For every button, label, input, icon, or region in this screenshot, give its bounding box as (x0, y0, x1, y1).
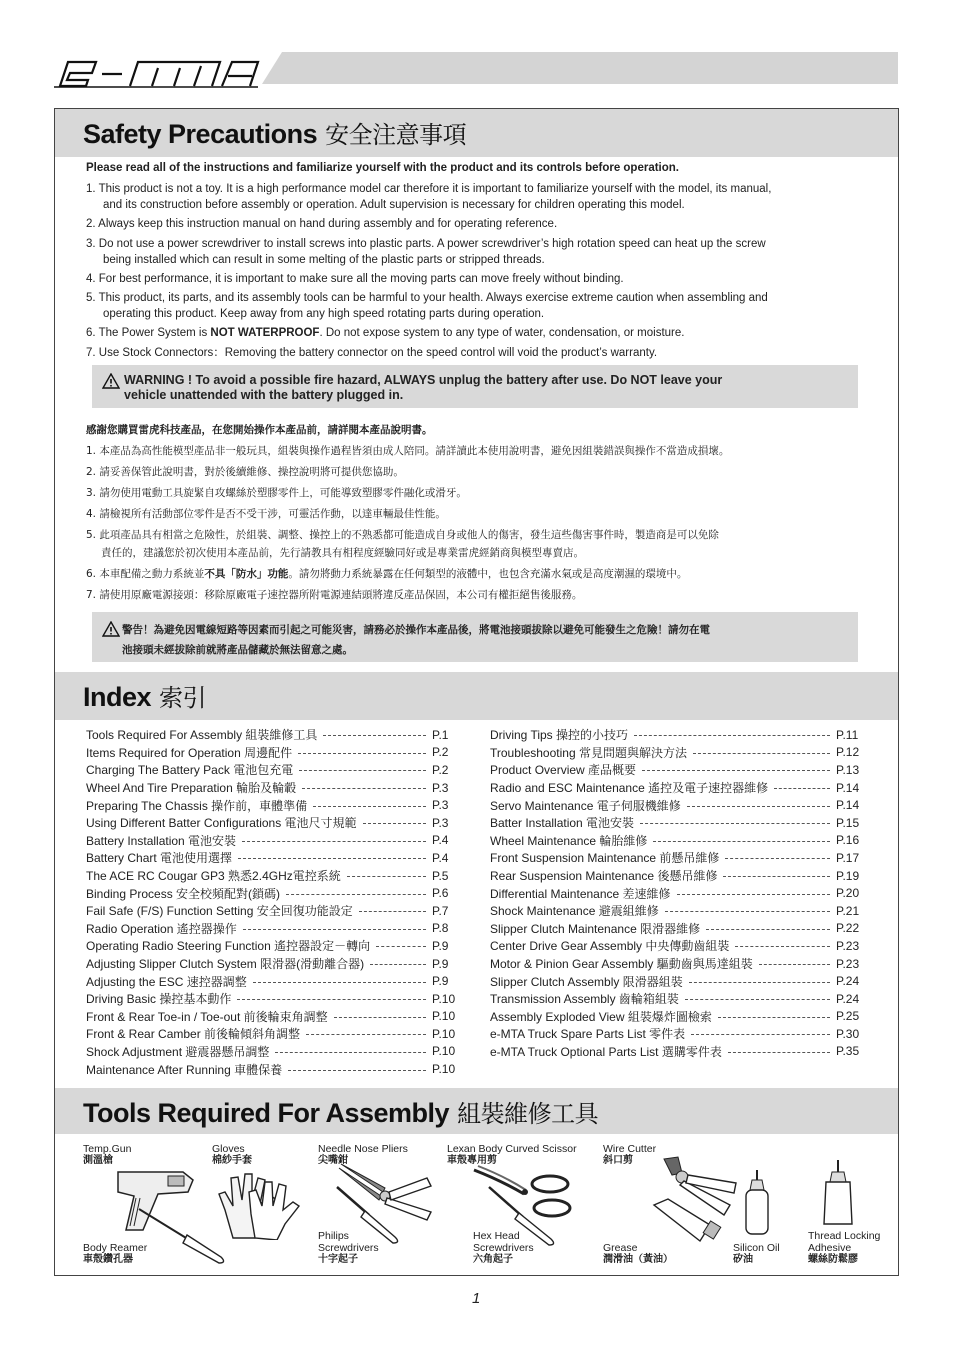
index-entry[interactable]: Motor & Pinion Gear Assembly 驅動齒與馬達組裝 P.23 (490, 956, 860, 972)
grease-tube-icon (650, 1195, 725, 1245)
warning-zh-line2: 池接頭未經拔除前就將產品儲藏於無法留意之處。 (122, 644, 353, 656)
safety-intro: Please read all of the instructions and familiarize yourself with the product and its controls before operation. (86, 162, 679, 174)
tools-section-header (55, 1088, 898, 1134)
index-entry[interactable]: e-MTA Truck Optional Parts List 選購零件表 P.35 (490, 1044, 860, 1059)
warning-box (92, 365, 858, 408)
warning-box-zh (92, 612, 858, 662)
tool-thread-lock: Thread Locking Adhesive 螺絲防鬆膠 (808, 1230, 881, 1265)
index-entry[interactable]: Wheel Maintenance 輪胎維修 P.16 (490, 833, 860, 848)
tool-grease: Grease 潤滑油（黃油） (603, 1242, 673, 1265)
tool-hex-screwdriver: Hex Head Screwdrivers 六角起子 (473, 1230, 534, 1265)
safety-rule-zh: 1. 本產品為高性能模型產品非一般玩具，組裝與操作過程皆須由成人陪同。請詳讀此本使用說明書，避免因組裝錯誤與操作不當造成損壞。 (86, 445, 730, 457)
index-entry[interactable]: Operating Radio Steering Function 遙控器設定－轉向 P.9 (86, 938, 449, 954)
index-entry[interactable]: Center Drive Gear Assembly 中央傳動齒組裝 P.23 (490, 938, 860, 954)
page-number: 1 (472, 1290, 481, 1307)
index-entry[interactable]: Preparing The Chassis 操作前，車體準備 P.3 (86, 798, 449, 813)
warning-zh-line1: 警告！為避免因電線短路等因素而引起之可能災害，請務必於操作本產品後，將電池接頭拔除以避免可能發生之危險！請勿在電 (122, 624, 710, 636)
warning-triangle-icon (102, 621, 120, 637)
index-entry[interactable]: Driving Tips 操控的小技巧 P.11 (490, 727, 859, 743)
index-entry[interactable]: Front & Rear Toe-in / Toe-out 前後輪束角調整 P.10 (86, 1009, 456, 1024)
index-left-column (86, 726, 464, 1078)
index-entry[interactable]: Product Overview 產品概要 P.13 (490, 762, 860, 778)
index-entry[interactable]: Tools Required For Assembly 組裝維修工具 P.1 (86, 727, 449, 743)
index-entry[interactable]: Battery Installation 電池安裝 P.4 (86, 833, 449, 848)
thread-lock-bottle-icon (820, 1158, 856, 1228)
tool-temp-gun: Temp.Gun 測溫槍 (83, 1143, 132, 1166)
safety-section-header (55, 109, 898, 157)
safety-rule-zh: 3. 請勿使用電動工具旋緊自攻螺絲於塑膠零件上，可能導致塑膠零件融化或滑牙。 (86, 487, 467, 499)
index-entry[interactable]: Differential Maintenance 差速維修 P.20 (490, 886, 860, 901)
index-entry[interactable]: Items Required for Operation 周邊配件 P.2 (86, 745, 449, 760)
index-section-header (55, 672, 898, 720)
safety-rule-waterproof-zh: 6. 本車配備之動力系統並不具「防水」功能。請勿將動力系統暴露在任何類型的液體中，也包含充滿水氣或是高度潮濕的環境中。 (86, 568, 688, 580)
safety-rule-waterproof: 6. The Power System is NOT WATERPROOF. Do not expose system to any type of water, condensation, or moisture. (86, 327, 685, 339)
index-entry[interactable]: Shock Adjustment 避震器懸吊調整 P.10 (86, 1044, 456, 1059)
body-reamer-icon (135, 1205, 230, 1265)
index-title: Index 索引 (83, 682, 207, 712)
tool-curved-scissor: Lexan Body Curved Scissor 車殼專用剪 (447, 1143, 577, 1166)
tool-gloves: Gloves 棉紗手套 (212, 1143, 252, 1166)
tool-silicon-oil: Silicon Oil 矽油 (733, 1242, 780, 1265)
index-entry[interactable]: Batter Installation 電池安裝 P.15 (490, 815, 860, 831)
index-entry[interactable]: Driving Basic 操控基本動作 P.10 (86, 991, 456, 1007)
index-entry[interactable]: Radio and ESC Maintenance 遙控及電子速控器維修 P.14 (490, 780, 860, 796)
index-right-column (490, 726, 868, 1060)
tool-philips-screwdriver: Philips Screwdrivers 十字起子 (318, 1230, 379, 1265)
index-entry[interactable]: Rear Suspension Maintenance 後懸吊維修 P.19 (490, 868, 860, 884)
tool-needle-nose-pliers: Needle Nose Pliers 尖嘴鉗 (318, 1143, 408, 1166)
index-entry[interactable]: Fail Safe (F/S) Function Setting 安全回復功能設定 P.7 (86, 903, 449, 919)
warning-text-line2: vehicle unattended with the battery plugged in. (124, 388, 404, 402)
hex-screwdriver-icon (487, 1185, 562, 1247)
index-entry[interactable]: Assembly Exploded View 組裝爆炸圖檢索 P.25 (490, 1009, 860, 1024)
index-entry[interactable]: Slipper Clutch Assembly 限滑器組裝 P.24 (490, 974, 860, 989)
index-entry[interactable]: Using Different Batter Configurations 電池尺寸規範 P.3 (86, 815, 449, 831)
index-entry[interactable]: Slipper Clutch Maintenance 限滑器維修 P.22 (490, 921, 860, 936)
safety-rule-zh: 2. 請妥善保管此說明書，對於後續維修、操控說明將可提供您協助。 (86, 466, 404, 478)
safety-rule: 7. Use Stock Connectors：Removing the battery connector on the speed control will void the product’s warranty. (86, 347, 658, 359)
index-entry[interactable]: e-MTA Truck Spare Parts List 零件表 P.30 (490, 1026, 860, 1042)
index-entry[interactable]: The ACE RC Cougar GP3 熟悉2.4GHz電控系統 P.5 (86, 868, 449, 884)
index-entry[interactable]: Adjusting the ESC 速控器調整 P.9 (86, 974, 449, 989)
warning-triangle-icon (102, 373, 120, 389)
index-entry[interactable]: Troubleshooting 常見問題與解決方法 P.12 (490, 745, 860, 760)
index-entry[interactable]: Radio Operation 遙控器操作 P.8 (86, 921, 449, 936)
index-entry[interactable]: Adjusting Slipper Clutch System 限滑器(滑動離合器) P.9 (86, 956, 449, 972)
index-entry[interactable]: Transmission Assembly 齒輪箱組裝 P.24 (490, 991, 860, 1007)
safety-rule: 1. This product is not a toy. It is a high performance model car therefore it is important to familiarize yourself with the model, its manual, and its construction before assembly or operation. Adult supervision is necessary for children operating this model. (86, 183, 772, 211)
tool-body-reamer: Body Reamer 車殼鑽孔器 (83, 1242, 148, 1265)
safety-rule-zh: 7. 請使用原廠電源接頭：移除原廠電子速控器所附電源連結頭將違反產品保固，本公司有權拒絕售後服務。 (86, 589, 583, 601)
safety-rule-zh: 5. 此項產品具有相當之危險性，於組裝、調整、操控上的不熟悉都可能造成自身或他人的傷害，發生這些傷害事件時，製造商是可以免除 責任的，建議您於初次使用本產品前，先行請教具有相程度經驗同好或是專業雷虎經銷商與模型專賣店。 (86, 529, 719, 559)
index-entry[interactable]: Front Suspension Maintenance 前懸吊維修 P.17 (490, 850, 860, 866)
safety-intro-zh: 感謝您購買雷虎科技產品，在您開始操作本產品前，請詳閱本產品說明書。 (86, 424, 433, 436)
header-band (262, 52, 898, 84)
safety-rule: 5. This product, its parts, and its assembly tools can be harmful to your health. Always exercise extreme caution when assembling and operating this product. Keep away from any high speed rotating parts during operation. (86, 292, 768, 320)
index-entry[interactable]: Binding Process 安全校頻配對(鎖碼) P.6 (86, 886, 449, 901)
index-entry[interactable]: Shock Maintenance 避震組維修 P.21 (490, 903, 860, 919)
index-entry[interactable]: Front & Rear Camber 前後輪傾斜角調整 P.10 (86, 1026, 456, 1042)
safety-rule: 2. Always keep this instruction manual on hand during assembly and for operating reference. (86, 218, 558, 230)
safety-rule: 4. For best performance, it is important to make sure all the moving parts can move freely without binding. (86, 273, 624, 285)
index-entry[interactable]: Maintenance After Running 車體保養 P.10 (86, 1062, 456, 1077)
philips-screwdriver-icon (335, 1185, 405, 1245)
safety-title: Safety Precautions 安全注意事項 (83, 119, 467, 149)
tool-wire-cutter: Wire Cutter 斜口剪 (603, 1143, 657, 1166)
silicon-oil-bottle-icon (742, 1168, 772, 1238)
index-entry[interactable]: Charging The Battery Pack 電池包充電 P.2 (86, 762, 449, 778)
index-entry[interactable]: Battery Chart 電池使用選擇 P.4 (86, 850, 449, 866)
tools-title: Tools Required For Assembly 組裝維修工具 (83, 1098, 599, 1128)
safety-rule-zh: 4. 請檢視所有活動部位零件是否不受干涉，可靈活作動，以達車輛最佳性能。 (86, 508, 446, 520)
safety-rule: 3. Do not use a power screwdriver to install screws into plastic parts. A power screwdriver’s high rotation speed can heat up the screw being installed which can result in some melting of the plastic parts or stripped threads. (86, 238, 766, 266)
index-entry[interactable]: Servo Maintenance 電子伺服機維修 P.14 (490, 798, 860, 813)
index-entry[interactable]: Wheel And Tire Preparation 輪胎及輪轂 P.3 (86, 780, 449, 796)
emta-logo-icon (52, 56, 264, 90)
warning-text-line1: WARNING ! To avoid a possible fire hazard, ALWAYS unplug the battery after use. Do NOT leave your (124, 373, 723, 387)
